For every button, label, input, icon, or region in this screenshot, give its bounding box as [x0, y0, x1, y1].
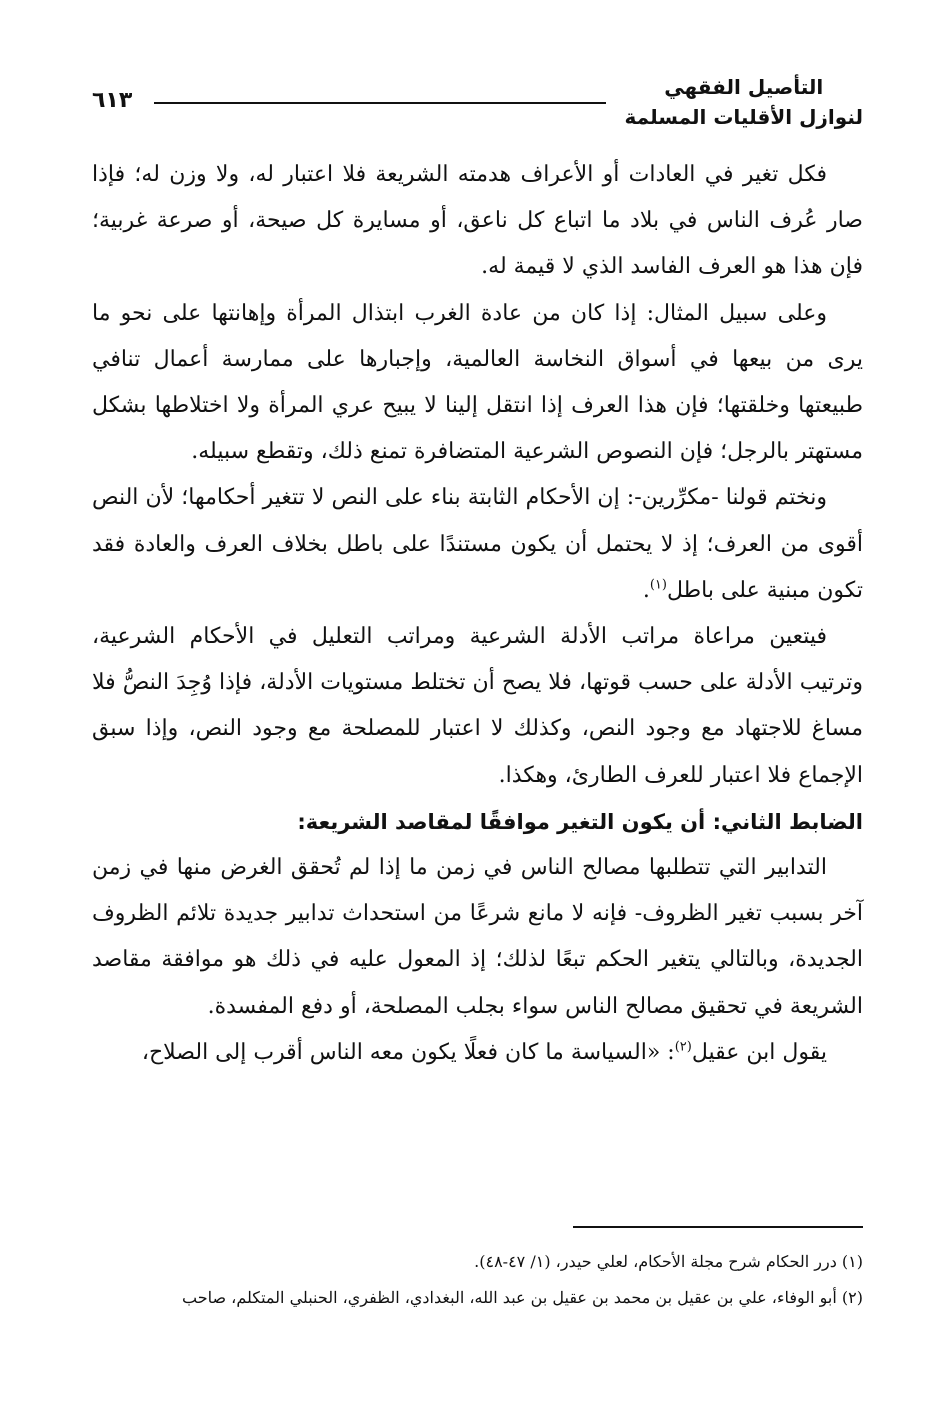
paragraph: فكل تغير في العادات أو الأعراف هدمته الشريعة فلا اعتبار له، ولا وزن له؛ فإذا صار عُرف الناس في بلاد ما اتباع كل ناعق، أو مسايرة كل صيحة، أو صرعة غربية؛ فإن هذا هو العرف الفاسد الذي لا قيمة له. [92, 162, 863, 280]
book-title [625, 72, 863, 132]
footnote-rule [573, 1226, 863, 1228]
paragraph: التدابير التي تتطلبها مصالح الناس في زمن ما إذا لم تُحقق الغرض منها في زمن آخر بسبب تغير الظروف- فإنه لا مانع شرعًا من استحداث تدابير جديدة تلائم الظروف الجديدة، وبالتالي يتغير الحكم تبعًا لذلك؛ إذ المعول عليه في ذلك هو موافقة مقاصد الشريعة في تحقيق مصالح الناس سواء بجلب المصلحة، أو دفع المفسدة. [92, 855, 863, 1019]
paragraph: فيتعين مراعاة مراتب الأدلة الشرعية ومراتب التعليل في الأحكام الشرعية، وترتيب الأدلة على حسب قوتها، فلا يصح أن تختلط مستويات الأدلة، فإذا وُجِدَ النصُّ فلا مساغ للاجتهاد مع وجود النص، وكذلك لا اعتبار للمصلحة مع وجود النص، وإذا سبق الإجماع فلا اعتبار للعرف الطارئ، وهكذا. [92, 624, 863, 788]
paragraph-text: يقول ابن عقيل [691, 1039, 827, 1065]
page-number: ٦١٣ [92, 88, 133, 113]
page-header [92, 72, 863, 142]
paragraph: وعلى سبيل المثال: إذا كان من عادة الغرب ابتذال المرأة وإهانتها على نحو ما يرى من بيعها في أسواق النخاسة العالمية، وإجبارها على ممارسة أعمال تنافي طبيعتها وخلقتها؛ فإن هذا العرف إذا انتقل إلينا لا يبيح عري المرأة ولا اختلاطها بشكل مستهتر بالرجل؛ فإن النصوص الشرعية المتضافرة تمنع ذلك، وتقطع سبيله. [92, 300, 863, 465]
paragraph [92, 1030, 863, 1076]
footnotes [92, 1244, 863, 1316]
quote-text: : «السياسة ما كان فعلًا يكون معه الناس أقرب إلى الصلاح، [141, 1039, 675, 1065]
section-heading: الضابط الثاني: أن يكون التغير موافقًا لمقاصد الشريعة: [297, 809, 863, 834]
book-title-line-2: لنوازل الأقليات المسلمة [624, 105, 863, 129]
header-rule [154, 102, 606, 104]
paragraph-end: . [642, 577, 650, 603]
footnote-ref-1: (١) [649, 577, 667, 593]
footnote-ref-2: (٢) [674, 1039, 692, 1055]
footnote-1: (١) درر الحكام شرح مجلة الأحكام، لعلي حيدر، (١/ ٤٧-٤٨). [474, 1252, 863, 1271]
paragraph-text: ونختم قولنا -مكرِّرين-: إن الأحكام الثابتة بناء على النص لا تتغير أحكامها؛ لأن النص أقوى من العرف؛ إذ لا يحتمل أن يكون مستندًا على باطل بخلاف العرف والعادة فقد تكون مبنية على باطل [92, 485, 863, 603]
paragraph [92, 475, 863, 614]
body-text [92, 152, 863, 1076]
book-title-line-1: التأصيل الفقهي [664, 75, 824, 99]
footnote-2: (٢) أبو الوفاء، علي بن عقيل بن محمد بن عقيل بن عبد الله، البغدادي، الظفري، الحنبلي المتكلم، صاحب [182, 1288, 863, 1307]
